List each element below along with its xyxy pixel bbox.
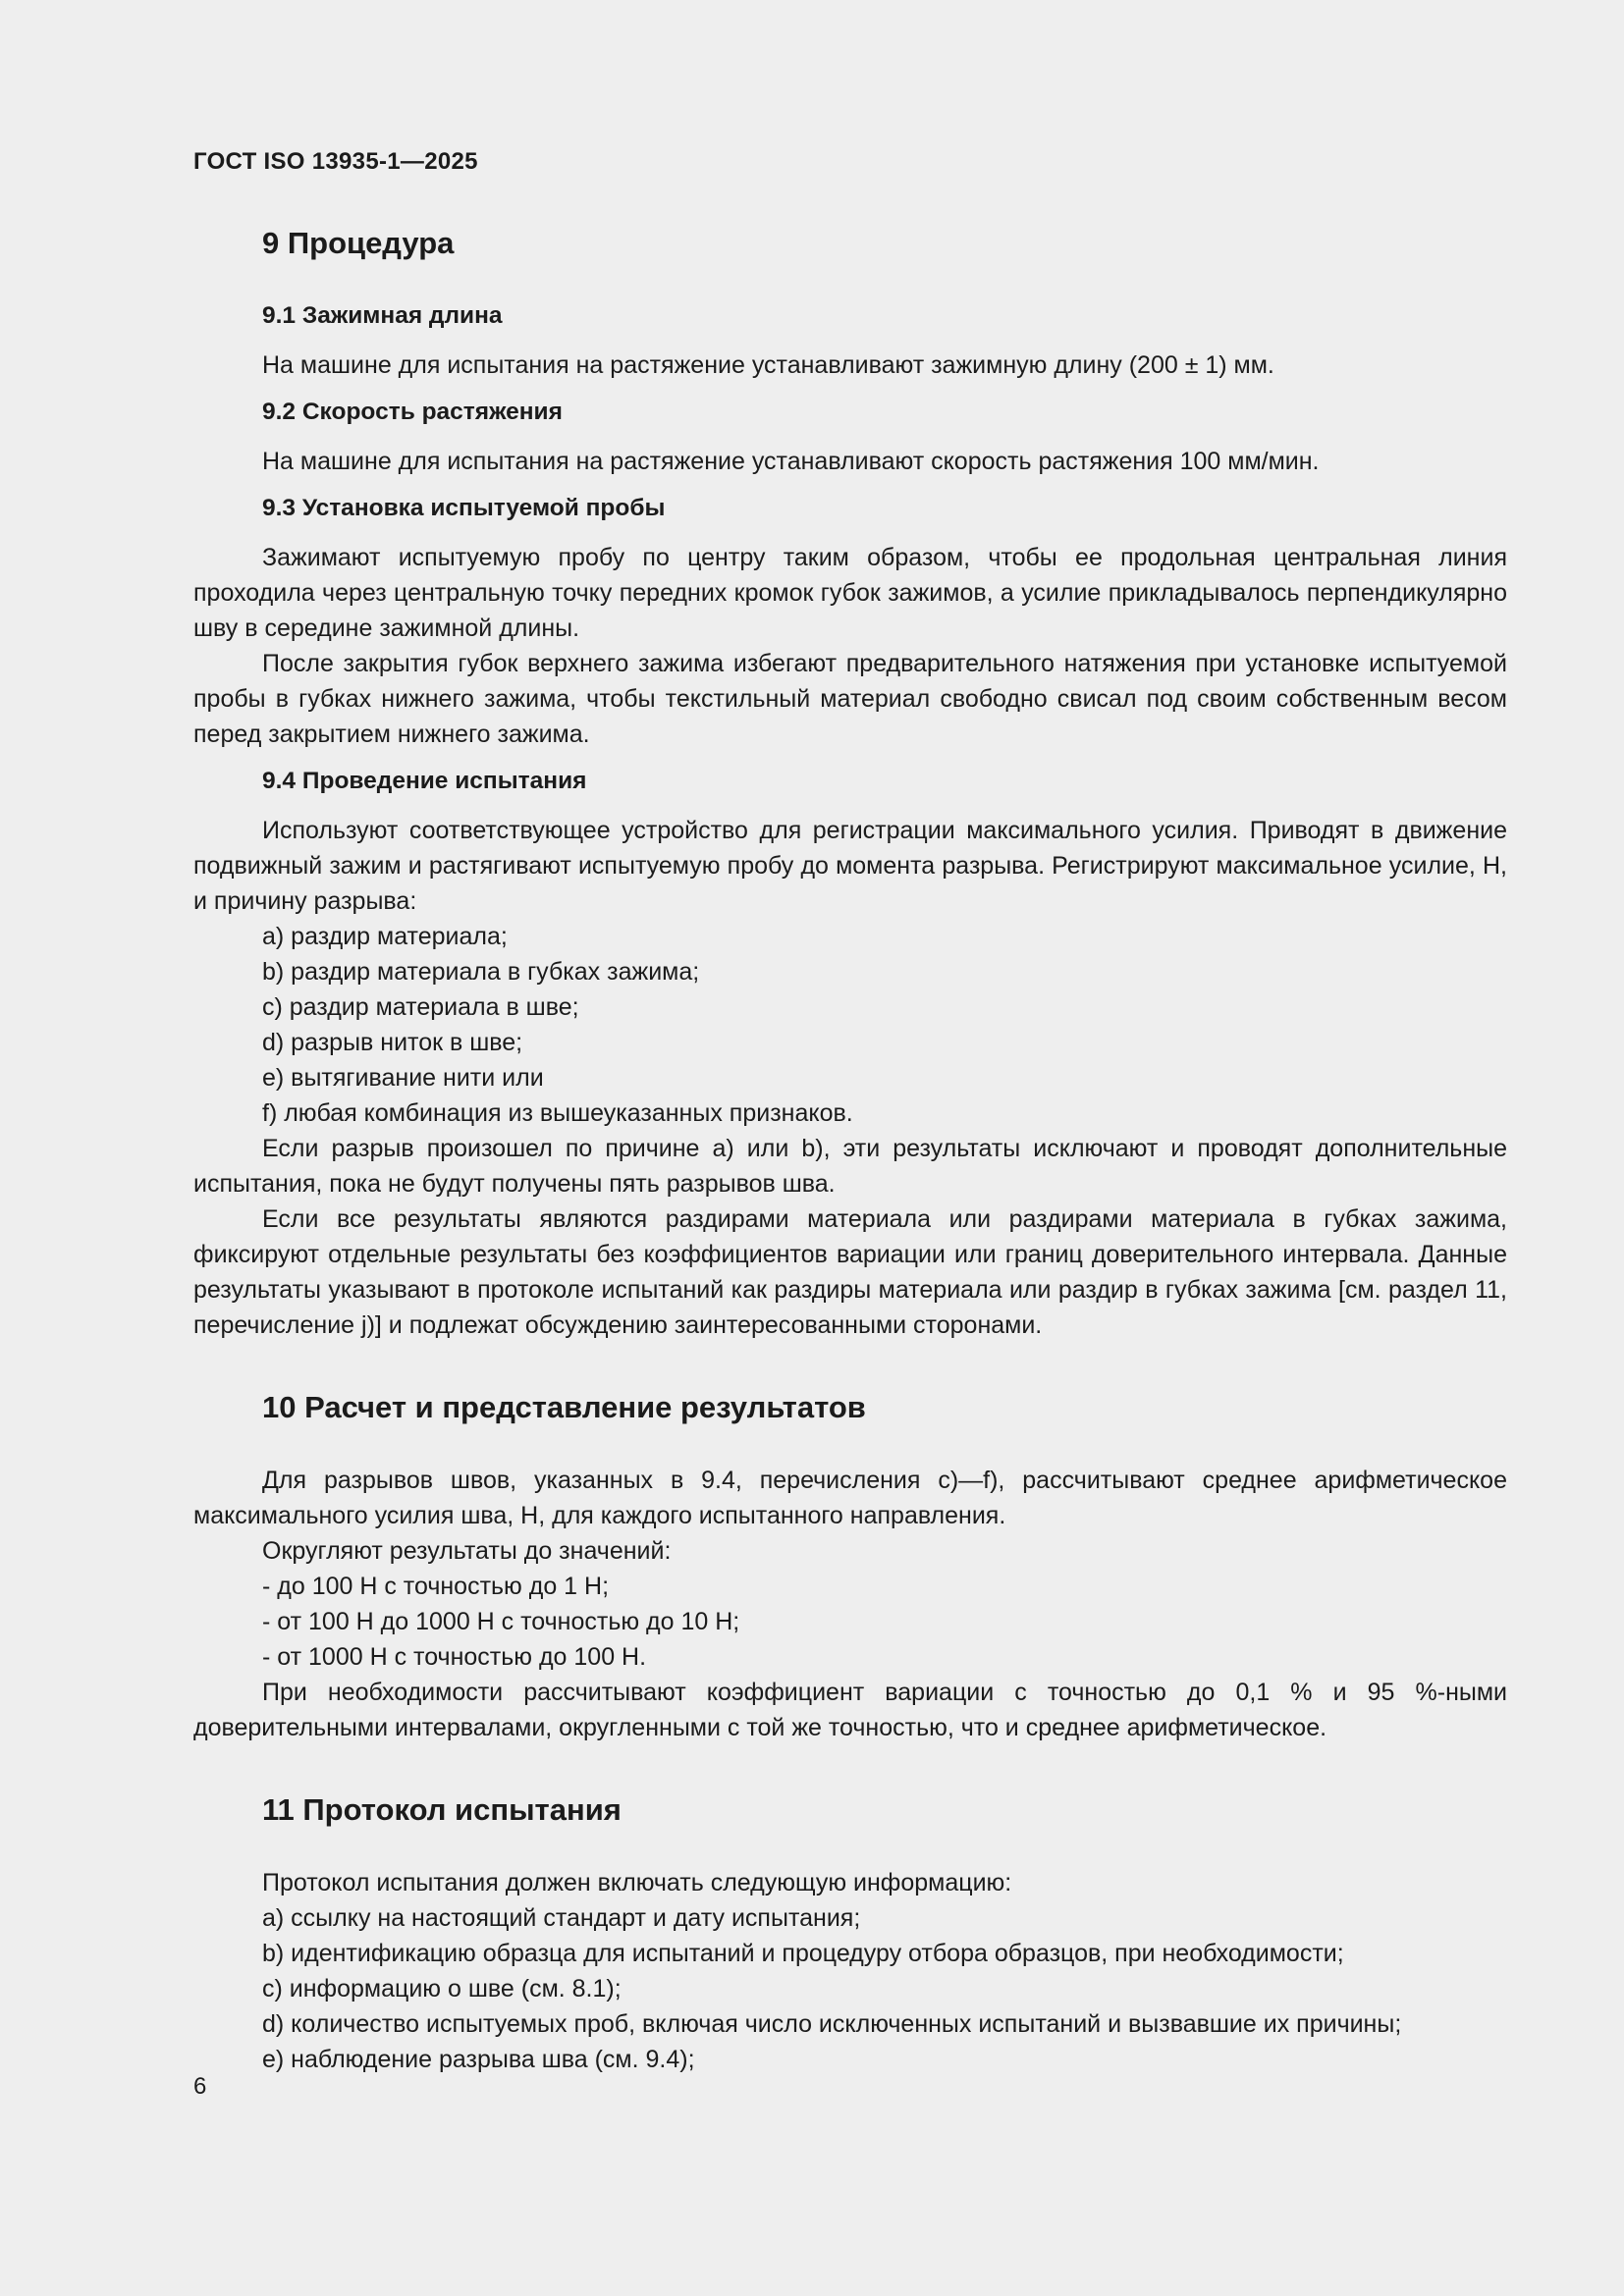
section-9-3-title: 9.3 Установка испытуемой пробы xyxy=(262,495,666,521)
list-item: c) информацию о шве (см. 8.1); xyxy=(262,1975,622,2002)
list-item: e) вытягивание нити или xyxy=(262,1064,544,1092)
list-item: a) раздир материала; xyxy=(262,923,508,950)
section-9-4-paragraph-2: Если разрыв произошел по причине a) или b), эти результаты исключают и проводят дополнительные испытания, пока не будут получены пять разрывов шва. xyxy=(193,1135,1507,1198)
section-9-3-paragraph-2: После закрытия губок верхнего зажима избегают предварительного натяжения при установке испытуемой пробы в губках нижнего зажима, чтобы текстильный материал свободно свисал под своим собственным весом перед закрытием нижнего зажима. xyxy=(193,650,1507,748)
section-10-title: 10 Расчет и представление результатов xyxy=(262,1390,866,1424)
list-item: d) количество испытуемых проб, включая число исключенных испытаний и вызвавшие их причины; xyxy=(262,2010,1402,2038)
page-content xyxy=(193,218,1507,2077)
list-item: c) раздир материала в шве; xyxy=(262,993,579,1021)
list-item: - от 100 Н до 1000 Н с точностью до 10 Н; xyxy=(262,1608,740,1635)
section-10-paragraph-1: Для разрывов швов, указанных в 9.4, перечисления c)—f), рассчитывают среднее арифметическое максимального усилия шва, Н, для каждого испытанного направления. xyxy=(193,1467,1507,1529)
list-item: b) раздир материала в губках зажима; xyxy=(262,958,700,986)
list-item: f) любая комбинация из вышеуказанных признаков. xyxy=(262,1099,853,1127)
section-9-3-paragraph-1: Зажимают испытуемую пробу по центру таким образом, чтобы ее продольная центральная линия проходила через центральную точку передних кромок губок зажимов, а усилие прикладывалось перпендикулярно шву в середине зажимной длины. xyxy=(193,544,1507,642)
section-9-1-title: 9.1 Зажимная длина xyxy=(262,302,503,329)
section-9-4-paragraph-3: Если все результаты являются раздирами материала или раздирами материала в губках зажима, фиксируют отдельные результаты без коэффициентов вариации или границ доверительного интервала. Данные результаты указывают в протоколе испытаний как раздиры материала или раздир в губках зажима [см. раздел 11, перечисление j)] и подлежат обсуждению заинтересованными сторонами. xyxy=(193,1205,1507,1339)
page-number: 6 xyxy=(193,2073,207,2100)
list-item: e) наблюдение разрыва шва (см. 9.4); xyxy=(262,2046,695,2073)
section-9-4-title: 9.4 Проведение испытания xyxy=(262,768,587,794)
section-9-2-title: 9.2 Скорость растяжения xyxy=(262,399,563,425)
section-9-1-text: На машине для испытания на растяжение устанавливают зажимную длину (200 ± 1) мм. xyxy=(262,351,1274,379)
document-header: ГОСТ ISO 13935-1—2025 xyxy=(193,148,478,175)
section-10-paragraph-2: Округляют результаты до значений: xyxy=(262,1537,672,1565)
list-item: - до 100 Н с точностью до 1 Н; xyxy=(262,1573,610,1600)
section-9-title: 9 Процедура xyxy=(262,226,455,260)
list-item: a) ссылку на настоящий стандарт и дату испытания; xyxy=(262,1904,861,1932)
section-10-paragraph-3: При необходимости рассчитывают коэффициент вариации с точностью до 0,1 % и 95 %-ными доверительными интервалами, округленными с той же точностью, что и среднее арифметическое. xyxy=(193,1679,1507,1741)
section-9-4-paragraph-1: Используют соответствующее устройство для регистрации максимального усилия. Приводят в движение подвижный зажим и растягивают испытуемую пробу до момента разрыва. Регистрируют максимальное усилие, Н, и причину разрыва: xyxy=(193,817,1507,915)
section-9-2-text: На машине для испытания на растяжение устанавливают скорость растяжения 100 мм/мин. xyxy=(262,448,1320,475)
list-item: b) идентификацию образца для испытаний и процедуру отбора образцов, при необходимости; xyxy=(262,1940,1344,1967)
list-item: - от 1000 Н с точностью до 100 Н. xyxy=(262,1643,647,1671)
section-11-title: 11 Протокол испытания xyxy=(262,1792,622,1827)
section-11-paragraph-1: Протокол испытания должен включать следующую информацию: xyxy=(262,1869,1012,1896)
list-item: d) разрыв ниток в шве; xyxy=(262,1029,523,1056)
